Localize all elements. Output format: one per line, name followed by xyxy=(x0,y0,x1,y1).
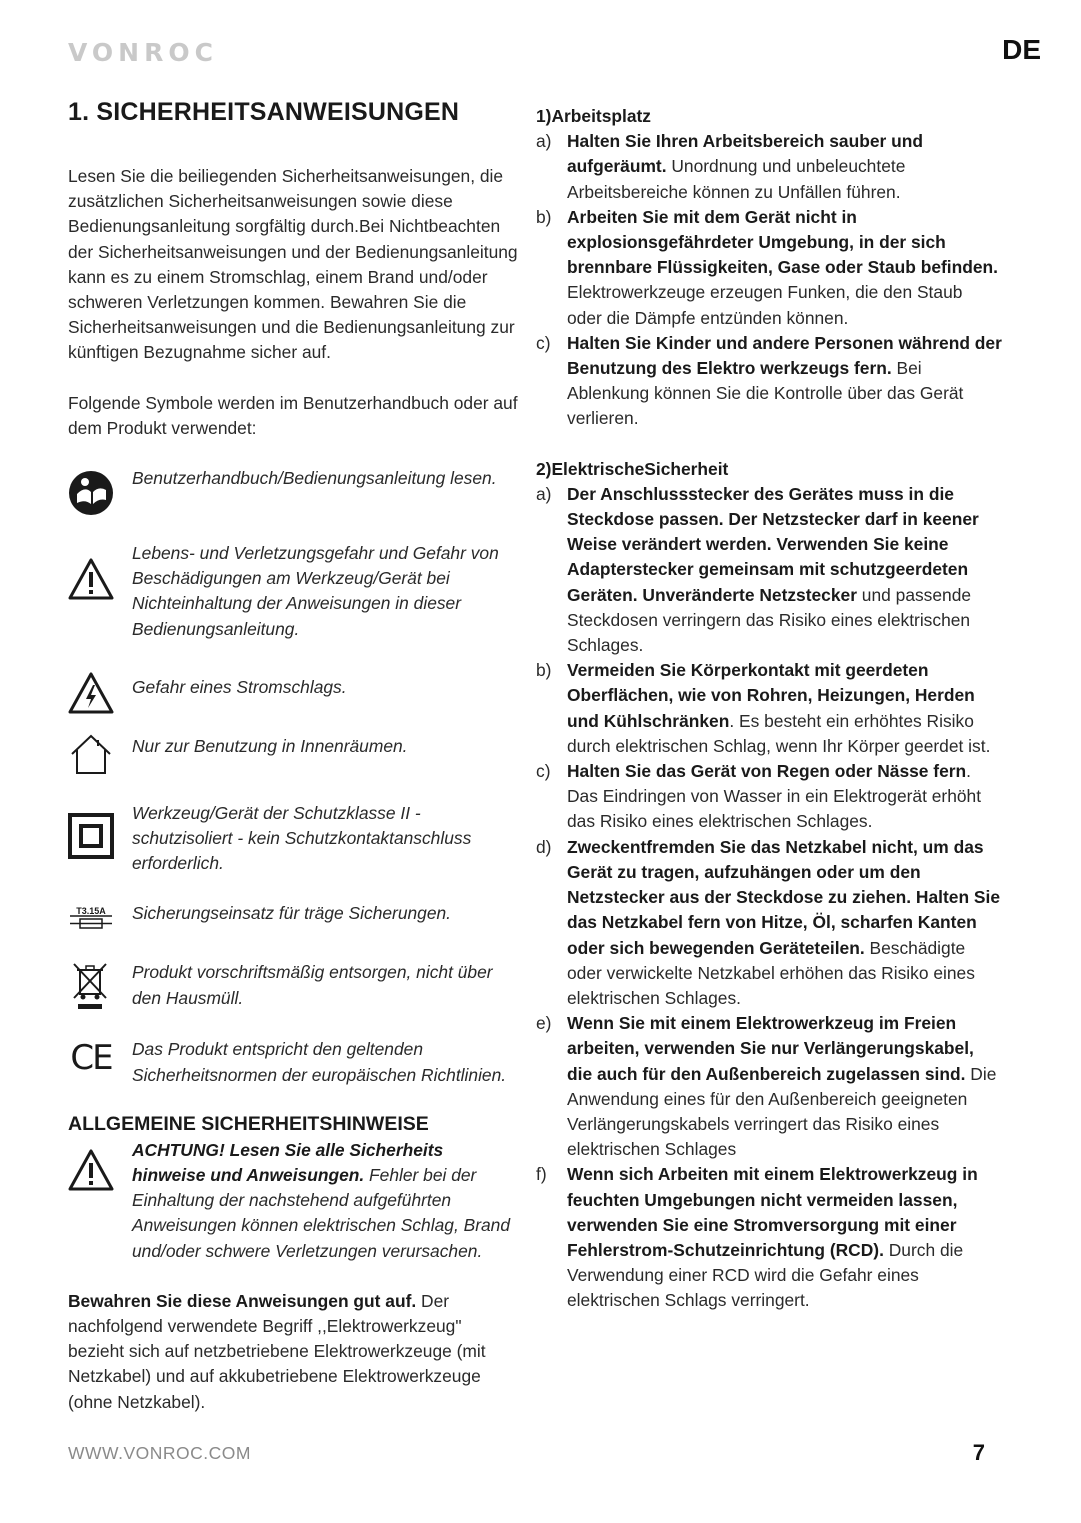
general-warning xyxy=(68,1138,520,1264)
left-column xyxy=(68,98,520,1415)
item-body xyxy=(567,205,1002,331)
warning-body: Fehler bei der Einhaltung der nachstehend aufgeführten Anweisungen können elektrischen Schlag, Brand und/oder schwere Verletzungen verursachen. xyxy=(132,1165,511,1261)
electric-shock-icon xyxy=(68,667,114,715)
item-bold: Halten Sie das Gerät von Regen oder Nässe fern xyxy=(567,761,967,782)
footer-url: WWW.VONROC.COM xyxy=(68,1443,251,1463)
weee-bin-icon xyxy=(68,960,114,1012)
list-item xyxy=(536,482,1002,658)
item-body xyxy=(567,759,1002,835)
item-text: Bei Ablenkung können Sie die Kontrolle über das Gerät verlieren. xyxy=(567,358,964,429)
class-ii-icon xyxy=(68,801,114,859)
page-title: 1. SICHERHEITSANWEISUNGEN xyxy=(68,98,460,126)
page-number: 7 xyxy=(972,1440,985,1465)
item-body xyxy=(567,482,1002,658)
fuse-icon-label: T3.15A xyxy=(76,906,106,917)
fuse-icon xyxy=(68,901,114,935)
item-label: d) xyxy=(536,836,552,857)
item-bold: Wenn sich Arbeiten mit einem Elektrowerkzeug in feuchten Umgebungen nicht vermeiden lassen, verwenden Sie eine Stromversorgung mit einer Fehlerstrom-Schutzeinrichtung (RCD). xyxy=(567,1164,978,1260)
list-item xyxy=(536,129,1002,205)
list-item xyxy=(536,658,1002,759)
symbol-text: Gefahr eines Stromschlags. xyxy=(132,676,347,697)
symbol-text: Nur zur Benutzung in Innenräumen. xyxy=(132,735,408,756)
read-manual-icon xyxy=(68,466,114,516)
symbol-text: Benutzerhandbuch/Bedienungsanleitung lesen. xyxy=(132,468,497,489)
item-body xyxy=(567,1162,1002,1313)
symbol-item xyxy=(68,541,520,642)
section-title-electrical: 2)ElektrischeSicherheit xyxy=(536,458,729,479)
section-title-workplace: 1)Arbeitsplatz xyxy=(536,106,651,126)
symbol-list xyxy=(68,466,520,1088)
item-label: a) xyxy=(536,131,552,152)
warning-bold: ACHTUNG! Lesen Sie alle Sicherheits hinweise und Anweisungen. xyxy=(132,1139,444,1186)
item-label: f) xyxy=(536,1164,547,1185)
item-bold: Halten Sie Ihren Arbeitsbereich sauber und aufgeräumt. xyxy=(567,131,923,177)
symbol-text: Produkt vorschriftsmäßig entsorgen, nicht über den Hausmüll. xyxy=(132,962,493,1008)
symbol-text: Lebens- und Verletzungsgefahr und Gefahr von Beschädigungen am Werkzeug/Gerät bei Nichteinhaltung der Anweisungen in dieser Bedienungsanleitung. xyxy=(132,543,499,639)
list-item xyxy=(536,331,1002,432)
list-item xyxy=(536,1162,1002,1313)
item-text: Beschädigte oder verwickelte Netzkabel erhöhen das Risiko eines elektrischen Schlages. xyxy=(567,937,975,1008)
symbols-intro: Folgende Symbole werden im Benutzerhandbuch oder auf dem Produkt verwendet: xyxy=(68,392,518,438)
keep-instructions xyxy=(68,1289,520,1415)
item-text: . Das Eindringen von Wasser in ein Elektrogerät erhöht das Risiko eines elektrischen Schlages. xyxy=(567,761,982,832)
language-code: DE xyxy=(1002,34,1041,65)
symbol-item xyxy=(68,728,520,776)
item-text: Durch die Verwendung einer RCD wird die Gefahr eines elektrischen Schlags verringert. xyxy=(567,1239,964,1311)
warning-icon xyxy=(68,541,114,601)
indoor-house-icon xyxy=(68,728,114,776)
item-text: Elektrowerkzeuge erzeugen Funken, die den Staub oder die Dämpfe entzünden können. xyxy=(567,282,963,328)
item-body xyxy=(567,1011,1002,1162)
item-body xyxy=(567,129,1002,205)
item-label: b) xyxy=(536,660,552,681)
warning-text xyxy=(132,1138,520,1264)
list-item xyxy=(536,759,1002,835)
item-bold: Halten Sie Kinder und andere Personen während der Benutzung des Elektro werkzeugs fern. xyxy=(567,332,1002,379)
symbol-text: Sicherungseinsatz für träge Sicherungen. xyxy=(132,903,452,924)
symbol-item xyxy=(68,801,520,877)
warning-icon xyxy=(68,1138,114,1192)
brand-logo: VONROC xyxy=(68,38,218,67)
symbol-text: Das Produkt entspricht den geltenden Sicherheitsnormen der europäischen Richtlinien. xyxy=(132,1039,507,1085)
item-text: . Es besteht ein erhöhtes Risiko durch elektrischen Schlag, wenn Ihr Körper geerdet ist. xyxy=(567,710,991,756)
item-text: Unordnung und unbeleuchtete Arbeitsbereiche können zu Unfällen führen. xyxy=(567,156,906,202)
keep-body: Der nachfolgend verwendete Begriff ,,Elektrowerkzeug" bezieht sich auf netzbetriebene Elektrowerkzeuge (mit Netzkabel) und auf akkubetriebene Elektrowerkzeuge (ohne Netzkabel). xyxy=(68,1290,486,1412)
general-safety-title: ALLGEMEINE SICHERHEITSHINWEISE xyxy=(68,1112,429,1135)
symbol-item xyxy=(68,901,520,935)
item-bold: Der Anschlussstecker des Gerätes muss in die Steckdose passen. Der Netzstecker darf in keener Weise verändert werden. Verwenden Sie keine Adapterstecker gemeinsam mit schutzgeerdeten Geräten. Unveränderte Netzstecker xyxy=(567,483,979,605)
item-text: und passende Steckdosen verringern das Risiko eines elektrischen Schlages. xyxy=(567,584,972,656)
symbol-item xyxy=(68,667,520,715)
item-label: c) xyxy=(536,761,551,782)
symbol-item xyxy=(68,466,520,516)
right-column xyxy=(536,104,1002,1314)
list-item xyxy=(536,835,1002,1011)
symbol-item xyxy=(68,1037,520,1087)
keep-bold: Bewahren Sie diese Anweisungen gut auf. xyxy=(68,1290,417,1311)
ce-mark-icon xyxy=(68,1037,114,1079)
item-bold: Zweckentfremden Sie das Netzkabel nicht, um das Gerät zu tragen, aufzuhängen oder um den Netzstecker aus der Steckdose zu ziehen. Halten Sie das Netzkabel fern von Hitze, Öl, scharfen Kanten oder sich bewegenden Geräteteilen. xyxy=(567,836,1000,958)
list-item xyxy=(536,1011,1002,1162)
ce-mark-label: CE xyxy=(70,1038,112,1079)
symbol-item xyxy=(68,960,520,1012)
item-body xyxy=(567,658,1002,759)
item-body xyxy=(567,331,1002,432)
item-bold: Vermeiden Sie Körperkontakt mit geerdeten Oberflächen, wie von Rohren, Heizungen, Herden und Kühlschränken xyxy=(567,660,975,731)
item-text: Die Anwendung eines für den Außenbereich geeigneten Verlängerungskabels verringert das Risiko eines elektrischen Schlages xyxy=(567,1063,997,1160)
item-body xyxy=(567,835,1002,1011)
item-label: c) xyxy=(536,332,551,353)
list-item xyxy=(536,205,1002,331)
intro-paragraph: Lesen Sie die beiliegenden Sicherheitsanweisungen, die zusätzlichen Sicherheitsanweisungen sowie diese Bedienungsanleitung sorgfältig durch.Bei Nichtbeachten der Sicherheitsanweisungen und der Bedienungsanleitung kann es zu einem Stromschlag, einem Brand und/oder schweren Verletzungen kommen. Bewahren Sie die Sicherheitsanweisungen und die Bedienungsanleitung zur künftigen Bezugnahme sicher auf. xyxy=(68,166,518,363)
item-bold: Wenn Sie mit einem Elektrowerkzeug im Freien arbeiten, verwenden Sie nur Verlängerungskabel, die auch für den Außenbereich zugelassen sind. xyxy=(567,1013,974,1084)
item-label: b) xyxy=(536,206,552,227)
item-bold: Arbeiten Sie mit dem Gerät nicht in explosionsgefährdeter Umgebung, in der sich brennbare Flüssigkeiten, Gase oder Staub befinden. xyxy=(567,206,998,278)
symbol-text: Werkzeug/Gerät der Schutzklasse II - schutzisoliert - kein Schutzkontaktanschluss erforderlich. xyxy=(132,802,472,874)
item-label: a) xyxy=(536,483,552,504)
item-label: e) xyxy=(536,1013,552,1034)
